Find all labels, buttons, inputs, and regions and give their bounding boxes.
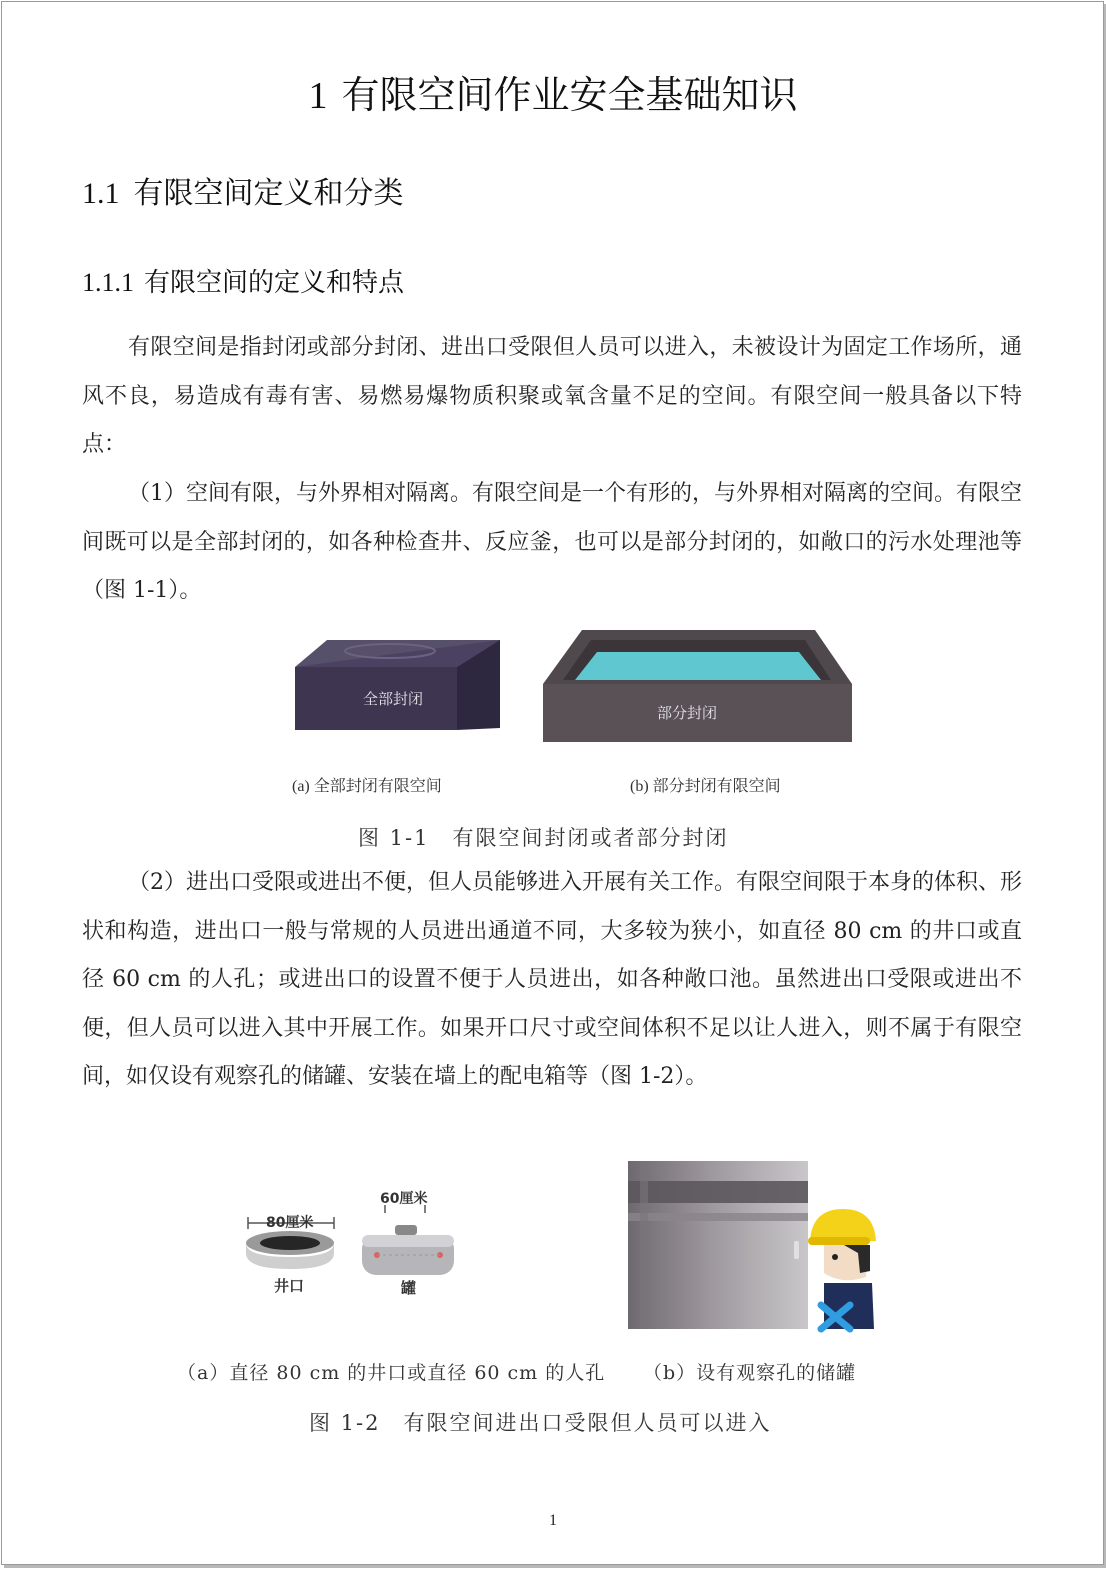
figure-1-2b-illustration	[628, 1161, 878, 1341]
figure-1-2-subcaption-a: （a）直径 80 cm 的井口或直径 60 cm 的人孔	[177, 1362, 606, 1384]
figure-1-1-subcaption-a: (a) 全部封闭有限空间	[292, 778, 442, 795]
paragraph-feature-1: （1）空间有限，与外界相对隔离。有限空间是一个有形的，与外界相对隔离的空间。有限空间既可以是全部封闭的，如各种检查井、反应釜，也可以是部分封闭的，如敞口的污水处理池等（图 1-1）。	[82, 481, 1023, 603]
figure-1-1-illustration	[285, 622, 875, 762]
tank	[362, 1190, 454, 1297]
figure-1-2-caption: 图 1-2 有限空间进出口受限但人员可以进入	[309, 1411, 772, 1435]
fully-enclosed-box	[295, 640, 500, 730]
box-a-label: 全部封闭	[363, 690, 424, 708]
paragraph-feature-2: （2）进出口受限或进出不便，但人员能够进入开展有关工作。有限空间限于本身的体积、形状和构造，进出口一般与常规的人员进出通道不同，大多较为狭小，如直径 80 cm 的井口或直径 60 cm 的人孔；或进出口的设置不便于人员进出，如各种敞口池。虽然进出口受限或进出不便，但人员可以进入其中开展工作。如果开口尺寸或空间体积不足以让人进入，则不属于有限空间，如仅设有观察孔的储罐、安装在墙上的配电箱等（图 1-2）。	[82, 870, 1023, 1089]
paragraph-definition: 有限空间是指封闭或部分封闭、进出口受限但人员可以进入，未被设计为固定工作场所，通风不良，易造成有毒有害、易燃易爆物质积聚或氧含量不足的空间。有限空间一般具备以下特点：	[82, 335, 1022, 457]
partially-enclosed-pool	[543, 630, 852, 742]
figure-1-1-subcaption-b: (b) 部分封闭有限空间	[630, 778, 781, 795]
worker-figure	[808, 1209, 876, 1329]
box-b-label: 部分封闭	[657, 704, 718, 722]
manhole-well	[246, 1214, 334, 1295]
tank-label: 罐	[401, 1279, 417, 1297]
subsection-title: 1.1.1 有限空间的定义和特点	[82, 268, 405, 298]
page	[1, 1, 1104, 1565]
figure-1-1-caption: 图 1-1 有限空间封闭或者部分封闭	[358, 826, 729, 850]
page-number: 1	[549, 1512, 557, 1529]
tank-size-label: 60厘米	[380, 1191, 428, 1207]
section-title: 1.1 有限空间定义和分类	[82, 176, 404, 211]
well-label: 井口	[274, 1277, 305, 1295]
well-size-label: 80厘米	[266, 1215, 314, 1231]
storage-tank	[628, 1161, 808, 1329]
figure-1-2a-illustration	[240, 1183, 470, 1303]
chapter-title: 1 有限空间作业安全基础知识	[308, 73, 798, 117]
figure-1-2-subcaption-b: （b）设有观察孔的储罐	[643, 1362, 857, 1384]
